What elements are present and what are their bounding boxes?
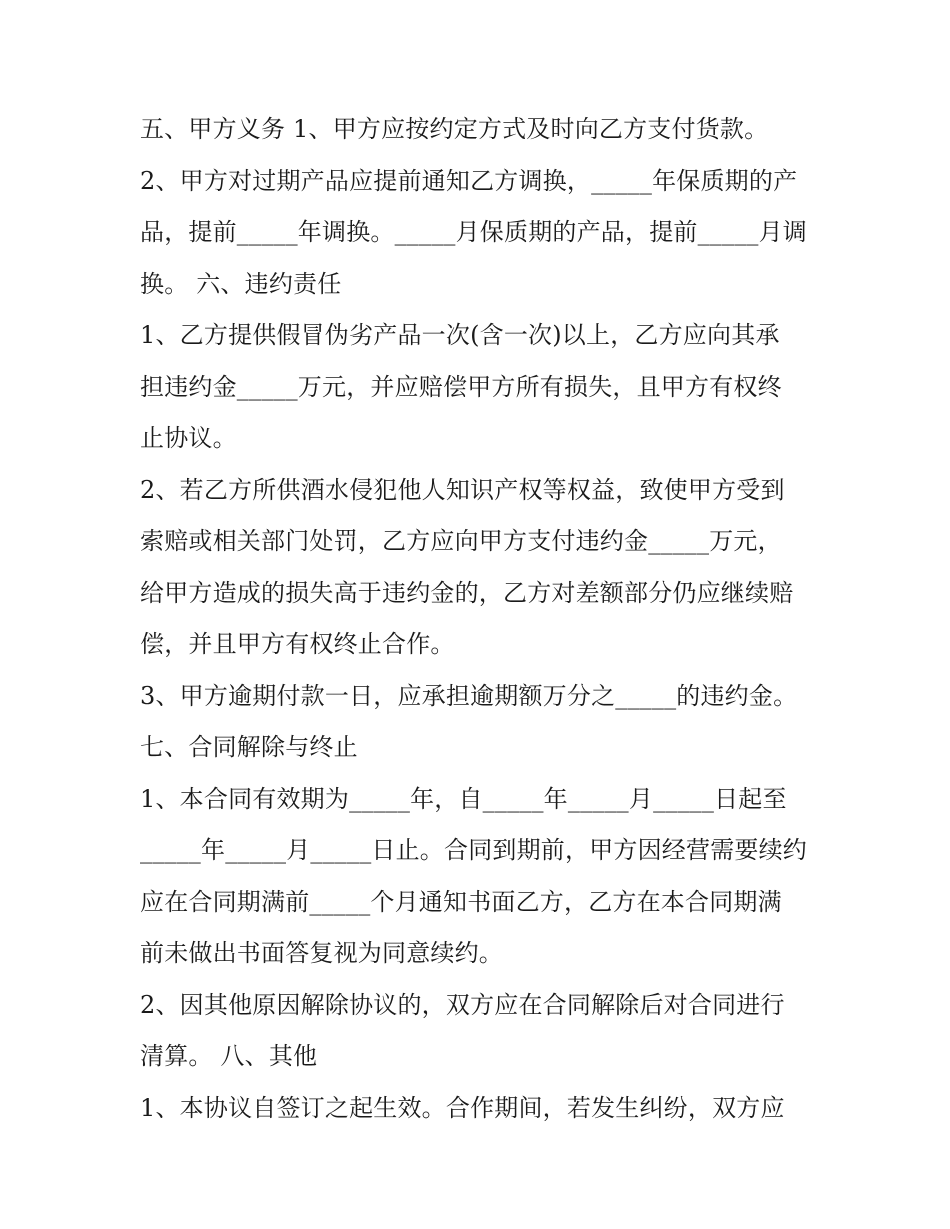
text-line: 1、本合同有效期为_____年，自_____年_____月_____日起至 bbox=[140, 784, 787, 813]
text-line: 品，提前_____年调换。_____月保质期的产品，提前_____月调 bbox=[140, 218, 807, 246]
text-line: 1、本协议自签订之起生效。合作期间，若发生纠纷，双方应 bbox=[140, 1093, 785, 1122]
section-heading: 七、合同解除与终止 bbox=[140, 733, 358, 761]
text-line: 换。 六、违约责任 bbox=[140, 269, 342, 298]
text-line: 应在合同期满前_____个月通知书面乙方，乙方在本合同期满 bbox=[140, 887, 782, 916]
text-line: 2、若乙方所供酒水侵犯他人知识产权等权益，致使甲方受到 bbox=[140, 475, 785, 504]
text-line: 1、乙方提供假冒伪劣产品一次(含一次)以上，乙方应向其承 bbox=[140, 321, 780, 349]
text-line: 2、因其他原因解除协议的，双方应在合同解除后对合同进行 bbox=[140, 990, 785, 1019]
document-body bbox=[140, 104, 830, 1134]
text-line: 前未做出书面答复视为同意续约。 bbox=[140, 939, 503, 967]
text-line: 五、甲方义务 1、甲方应按约定方式及时向乙方支付货款。 bbox=[140, 115, 769, 143]
text-line: 3、甲方逾期付款一日，应承担逾期额万分之_____的违约金。 bbox=[140, 681, 798, 710]
text-line: 偿，并且甲方有权终止合作。 bbox=[140, 630, 455, 658]
text-line: 担违约金_____万元，并应赔偿甲方所有损失，且甲方有权终 bbox=[140, 372, 782, 401]
text-line: 止协议。 bbox=[140, 424, 237, 452]
text-line: 给甲方造成的损失高于违约金的，乙方对差额部分仍应继续赔 bbox=[140, 578, 794, 607]
text-line: _____年_____月_____日止。合同到期前，甲方因经营需要续约 bbox=[140, 836, 807, 864]
text-line: 2、甲方对过期产品应提前通知乙方调换，_____年保质期的产 bbox=[140, 166, 798, 195]
text-line: 索赔或相关部门处罚，乙方应向甲方支付违约金_____万元， bbox=[140, 527, 782, 555]
text-line: 清算。 八、其他 bbox=[140, 1042, 318, 1070]
